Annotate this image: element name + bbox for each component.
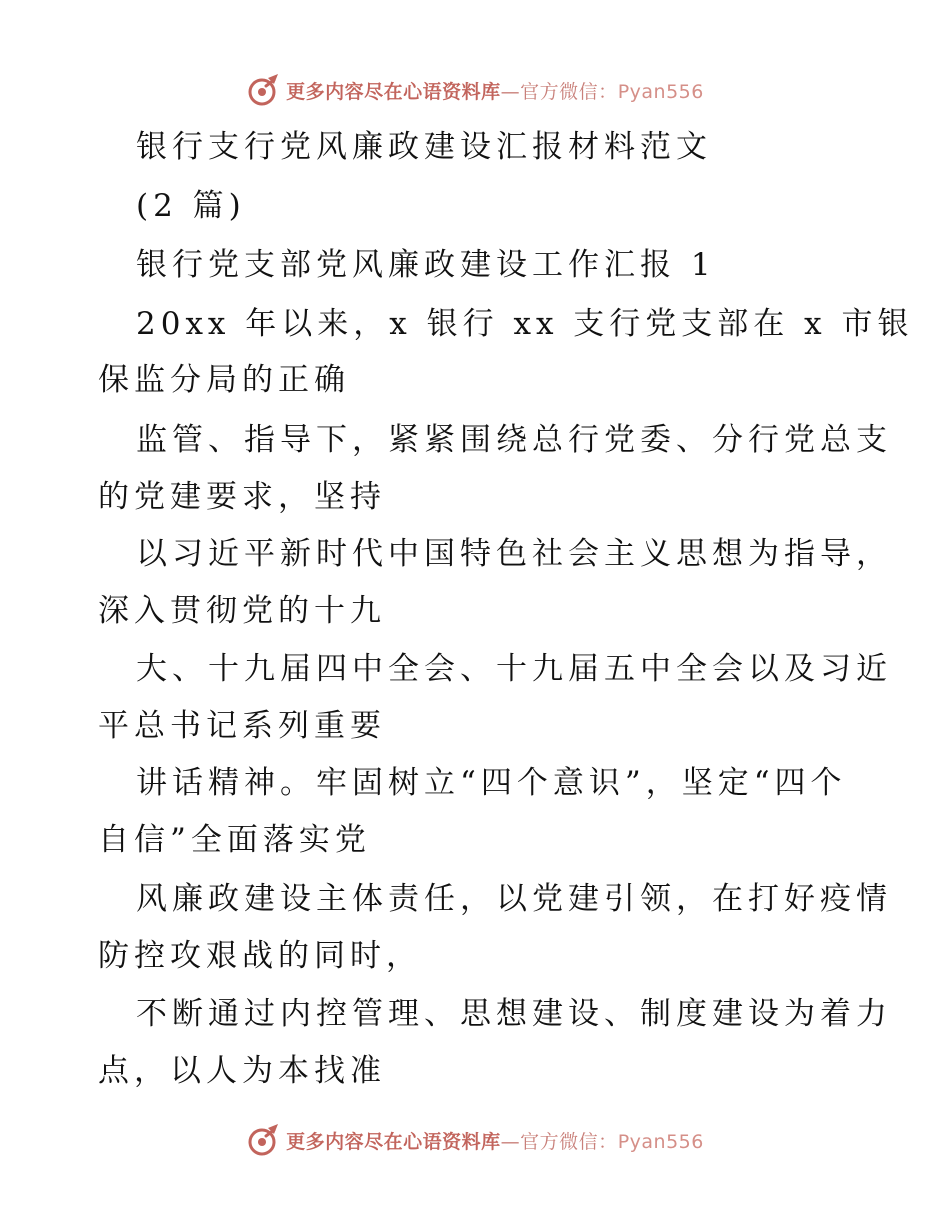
watermark-prefix: 更多内容尽在心语资料库 xyxy=(286,80,501,103)
header-watermark xyxy=(0,70,950,110)
document-subtitle: (2 篇) xyxy=(136,188,246,224)
watermark-text xyxy=(286,77,704,104)
paragraph-line: 保监分局的正确 xyxy=(98,362,350,398)
watermark-id: Pyan556 xyxy=(617,1130,704,1153)
watermark-suffix: 官方微信： xyxy=(520,80,618,103)
watermark-separator: — xyxy=(500,80,521,103)
paragraph-line: 的党建要求，坚持 xyxy=(98,479,386,515)
paragraph-line: 20xx 年以来，x 银行 xx 支行党支部在 x 市银 xyxy=(136,306,914,342)
paragraph-line: 不断通过内控管理、思想建设、制度建设为着力 xyxy=(136,996,892,1032)
watermark-id: Pyan556 xyxy=(617,80,704,103)
footer-watermark xyxy=(0,1120,950,1160)
watermark-prefix: 更多内容尽在心语资料库 xyxy=(286,1130,501,1153)
watermark-logo-icon xyxy=(246,1122,282,1158)
section-heading: 银行党支部党风廉政建设工作汇报 1 xyxy=(136,247,716,283)
paragraph-line: 以习近平新时代中国特色社会主义思想为指导， xyxy=(136,536,892,572)
paragraph-line: 防控攻艰战的同时， xyxy=(98,938,422,974)
watermark-text xyxy=(286,1127,704,1154)
watermark-suffix: 官方微信： xyxy=(520,1130,618,1153)
paragraph-line: 监管、指导下，紧紧围绕总行党委、分行党总支 xyxy=(136,422,892,458)
document-title: 银行支行党风廉政建设汇报材料范文 xyxy=(136,129,712,165)
paragraph-line: 大、十九届四中全会、十九届五中全会以及习近 xyxy=(136,651,892,687)
paragraph-line: 深入贯彻党的十九 xyxy=(98,593,386,629)
paragraph-line: 风廉政建设主体责任，以党建引领，在打好疫情 xyxy=(136,881,892,917)
paragraph-line: 自信”全面落实党 xyxy=(98,822,371,858)
paragraph-line: 点，以人为本找准 xyxy=(98,1053,386,1089)
paragraph-line: 讲话精神。牢固树立“四个意识”，坚定“四个 xyxy=(136,765,847,801)
paragraph-line: 平总书记系列重要 xyxy=(98,708,386,744)
watermark-separator: — xyxy=(500,1130,521,1153)
watermark-logo-icon xyxy=(246,72,282,108)
